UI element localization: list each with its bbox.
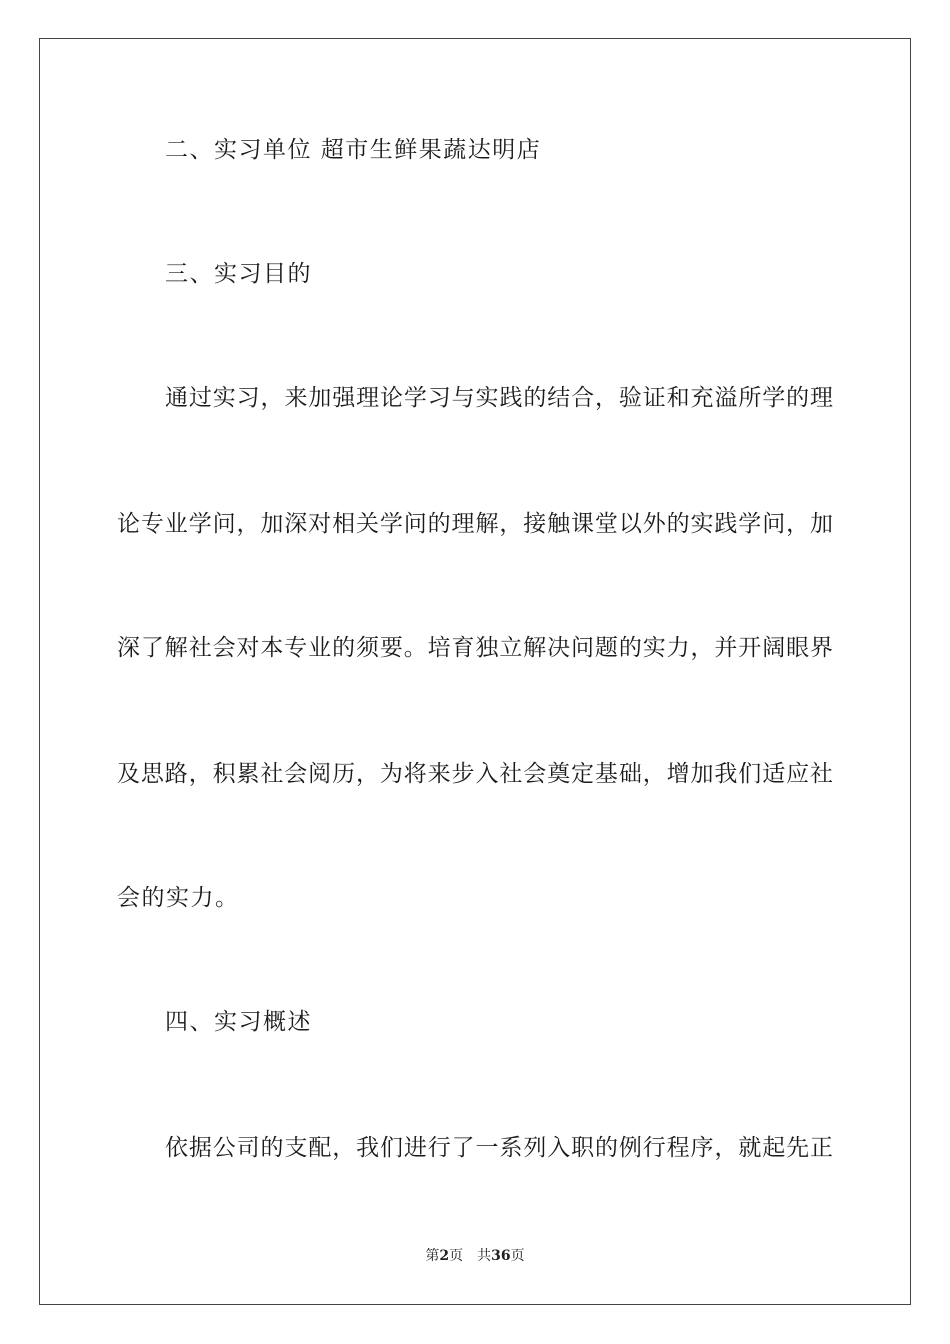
section-heading-unit: 二、实习单位 超市生鲜果蔬达明店 [165,137,542,163]
paragraph-line: 论专业学问，加深对相关学问的理解，接触课堂以外的实践学问，加 [117,511,833,537]
page-footer [0,1247,950,1265]
page-prefix: 第 [425,1248,440,1264]
page-suffix: 页 [449,1248,464,1264]
section-heading-purpose: 三、实习目的 [165,261,312,287]
paragraph-line: 依据公司的支配，我们进行了一系列入职的例行程序，就起先正 [165,1135,833,1161]
total-suffix: 页 [510,1248,525,1264]
paragraph-line: 深了解社会对本专业的须要。培育独立解决问题的实力，并开阔眼界 [117,635,833,661]
total-pages: 36 [491,1248,511,1264]
paragraph-line: 及思路，积累社会阅历，为将来步入社会奠定基础，增加我们适应社 [117,761,833,787]
paragraph-line: 通过实习，来加强理论学习与实践的结合，验证和充溢所学的理 [165,385,833,411]
page-border [39,38,911,1305]
paragraph-line: 会的实力。 [117,885,240,911]
total-prefix: 共 [477,1248,492,1264]
page-number: 2 [439,1248,450,1264]
section-heading-overview: 四、实习概述 [165,1009,312,1035]
